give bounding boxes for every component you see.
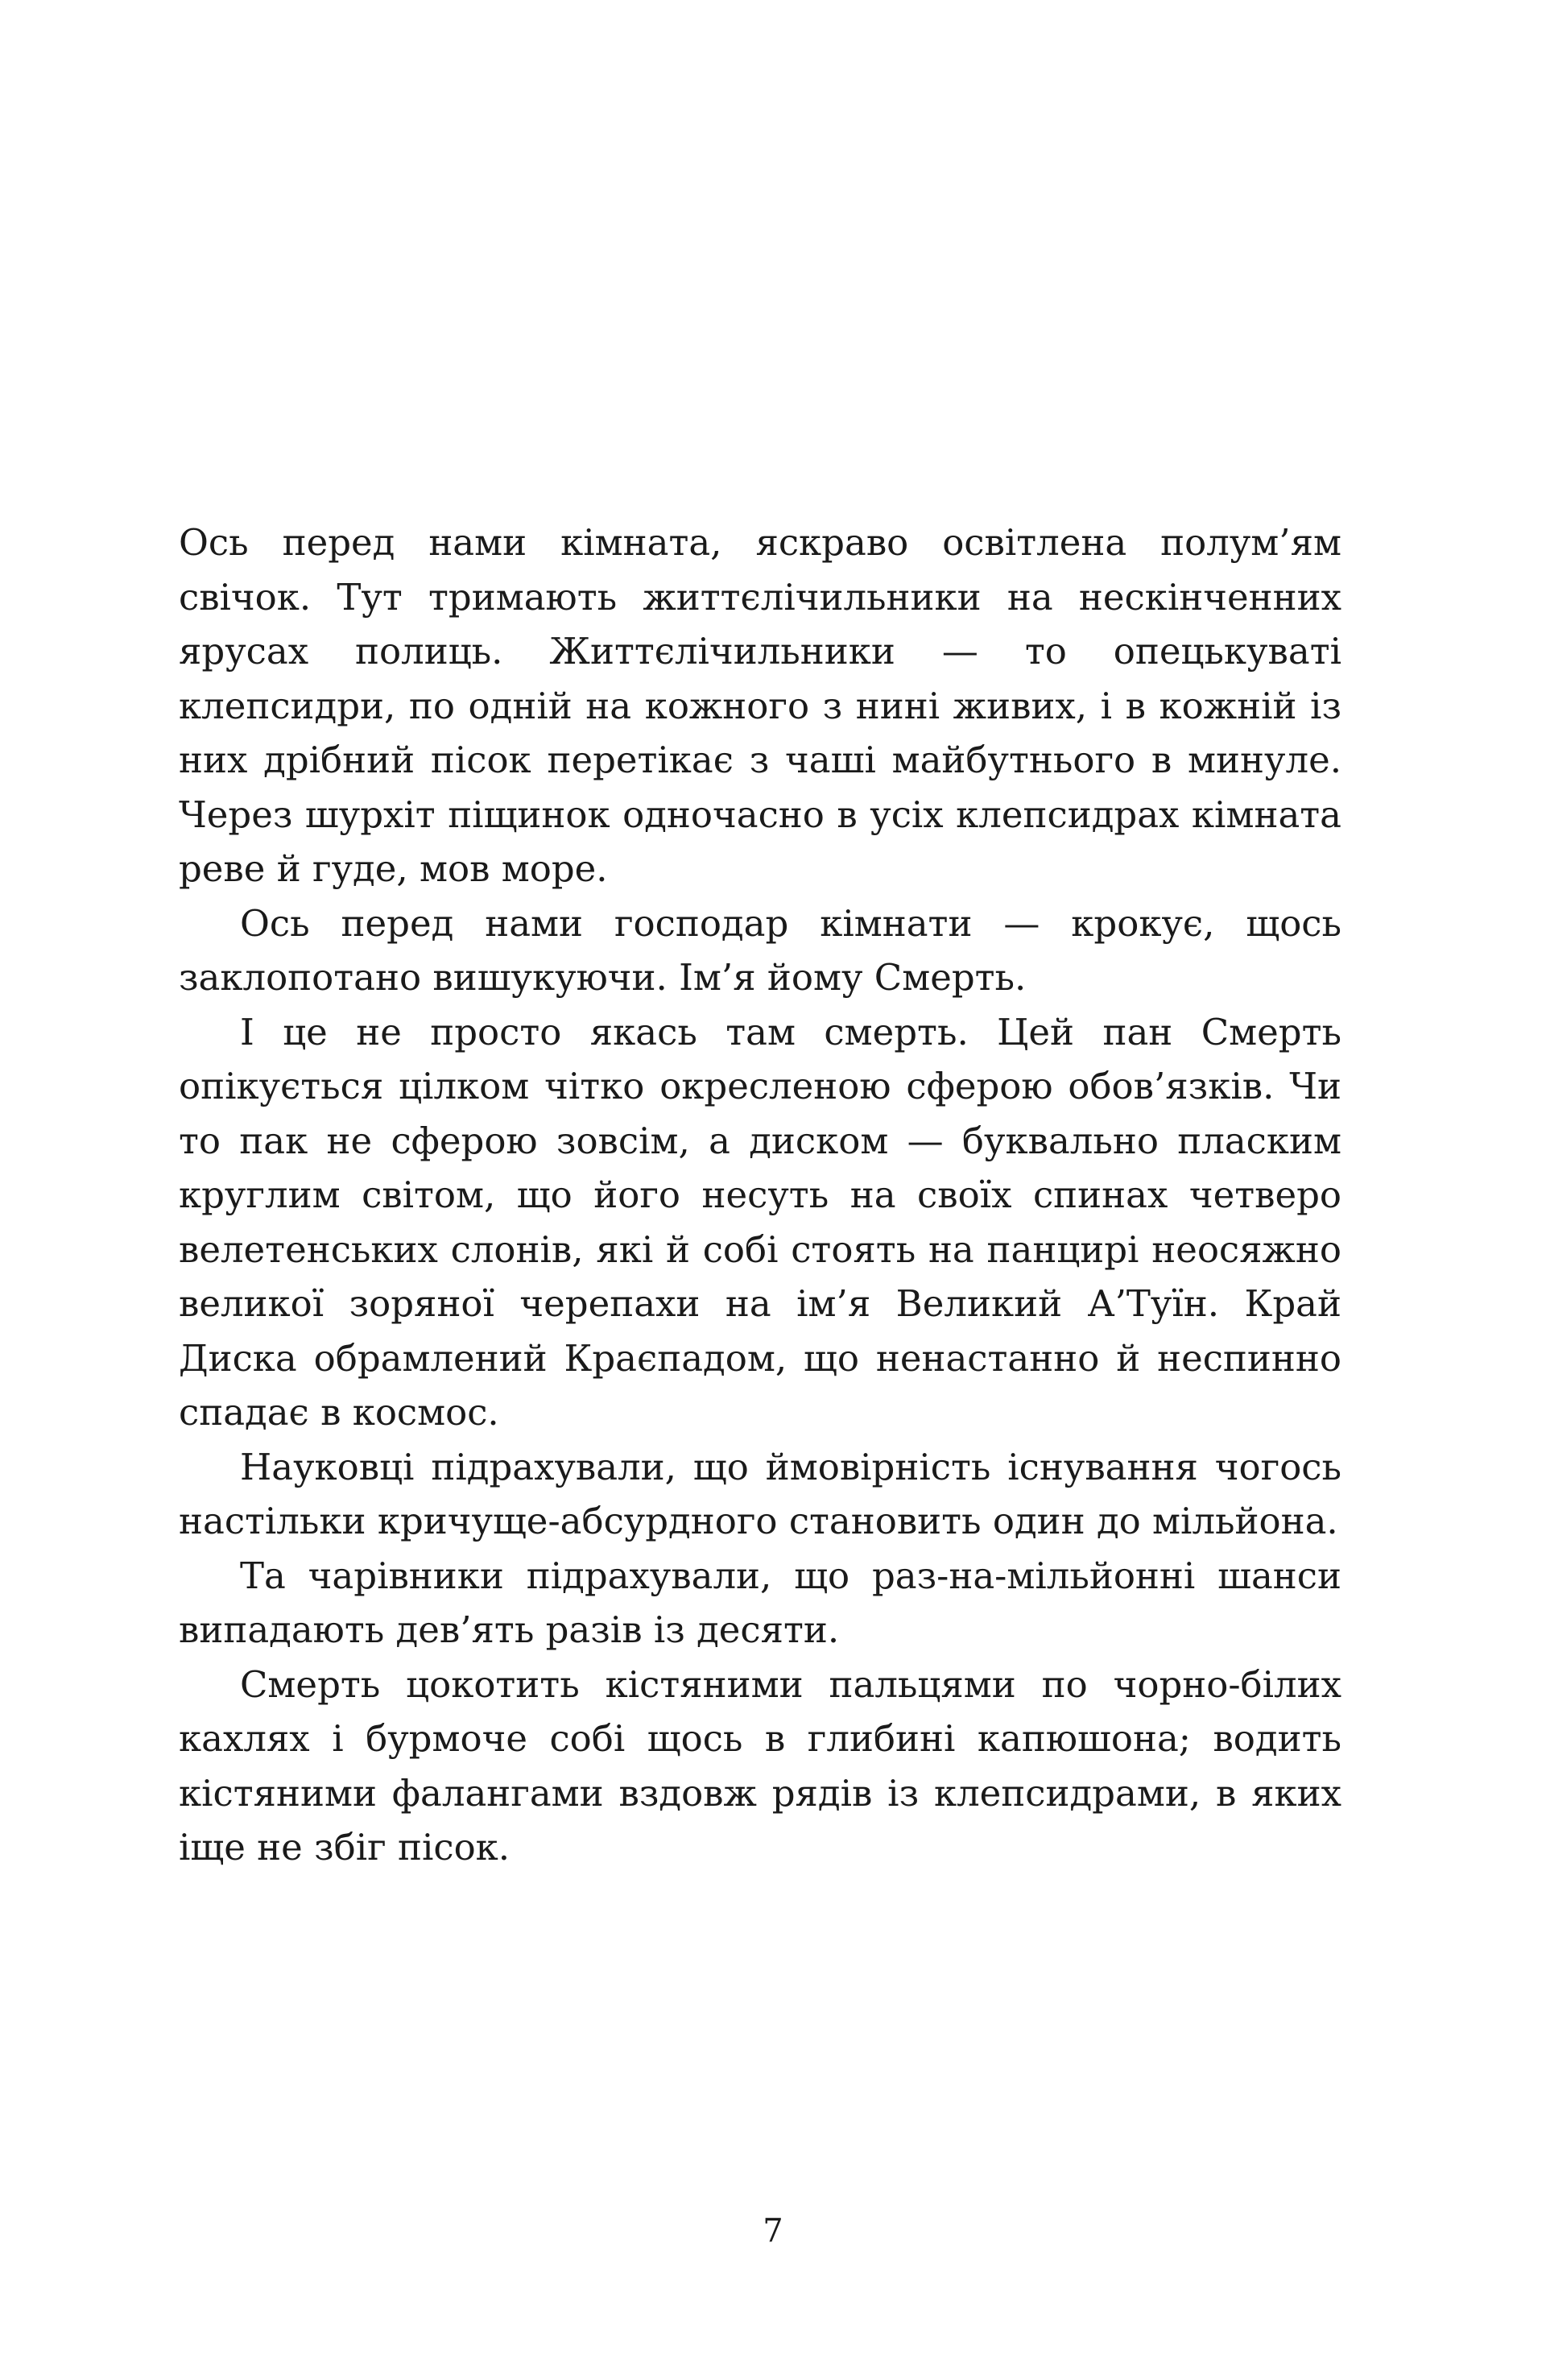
paragraph-3: І це не просто якась там смерть. Цей пан Смерть опікується цілком чітко окресленою сферою обов’язків. Чи то пак не сферою зовсім, а диском — буквально пласким круглим світом, що його несуть на своїх спинах четверо велетенських слонів, які й собі стоять на панцирі неосяжно великої зоряної черепахи на ім’я Великий А’Туїн. Край Диска обрамлений Краєпадом, що ненастанно й неспинно спадає в космос. <box>179 1010 1341 1434</box>
paragraph-6: Смерть цокотить кістяними пальцями по чорно-білих кахлях і бурмоче собі щось в глибині капюшона; водить кістяними фалангами вздовж рядів із клепсидрами, в яких іще не збіг пісок. <box>179 1662 1341 1869</box>
paragraph-5: Та чарівники підрахували, що раз-на-мільйонні шанси випадають дев’ять разів із десяти. <box>179 1554 1341 1651</box>
paragraph-1: Ось перед нами кімната, яскраво освітлена полум’ям свічок. Тут тримають життєлічильники на нескінченних ярусах полиць. Життєлічильники — то опецькуваті клепсидри, по одній на кожного з нині живих, і в кожній із них дрібний пісок перетікає з чаші майбутнього в минуле. Через шурхіт піщинок одночасно в усіх клепсидрах кімната реве й гуде, мов море. <box>179 521 1341 890</box>
paragraph-2: Ось перед нами господар кімнати — крокує, щось заклопотано вишукуючи. Ім’я йому Смерть. <box>179 901 1341 999</box>
page-body <box>179 515 1341 1875</box>
paragraph-4: Науковці підрахували, що ймовірність існування чогось настільки кричуще-абсурдного становить один до мільйона. <box>179 1445 1341 1542</box>
page-number: 7 <box>763 2212 783 2250</box>
